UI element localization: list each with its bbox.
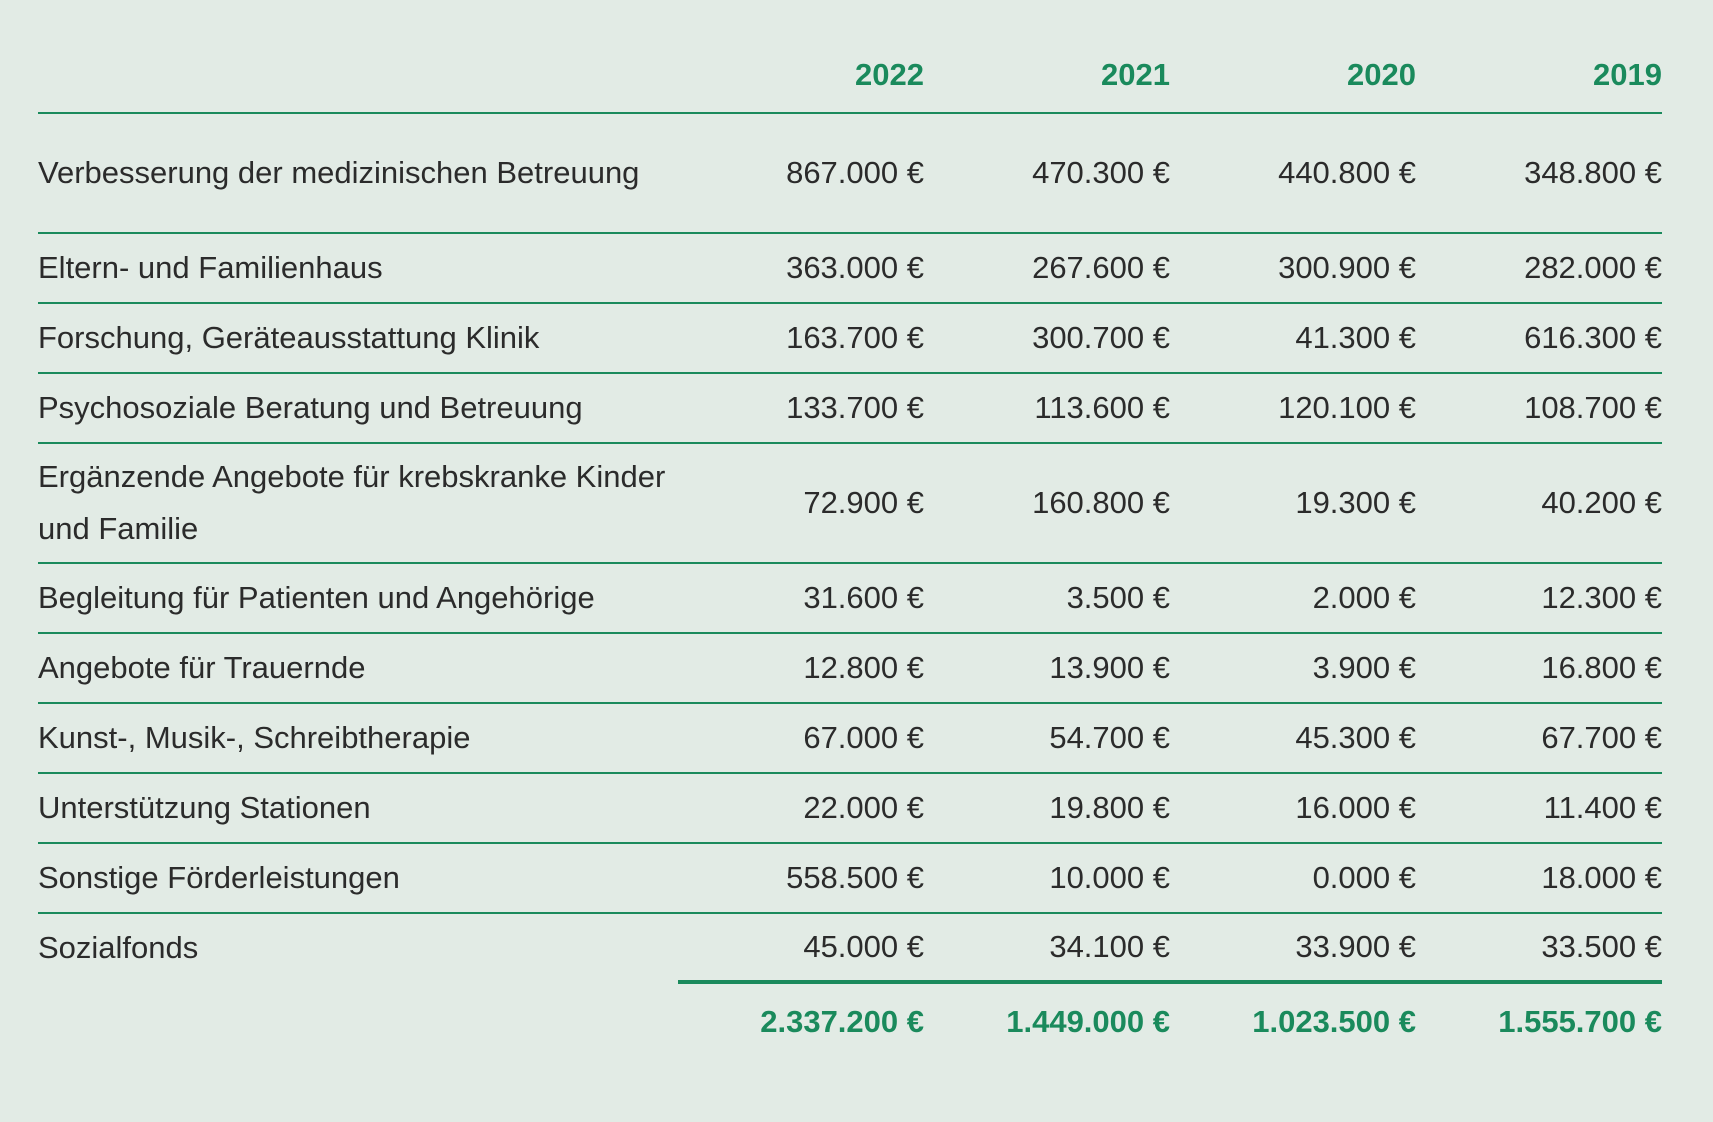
table-row <box>38 303 1662 373</box>
row-value: 45.000 € <box>803 929 924 964</box>
row-value: 440.800 € <box>1170 113 1416 233</box>
table-row <box>38 233 1662 303</box>
row-value: 300.700 € <box>924 303 1170 373</box>
row-value: 363.000 € <box>678 233 924 303</box>
header-year-2021: 2021 <box>924 38 1170 113</box>
row-value: 348.800 € <box>1416 113 1662 233</box>
table-row <box>38 913 1662 982</box>
row-value: 3.500 € <box>924 563 1170 633</box>
row-value: 31.600 € <box>678 563 924 633</box>
row-value: 12.800 € <box>678 633 924 703</box>
header-label-cell <box>38 38 678 113</box>
row-value: 72.900 € <box>678 443 924 563</box>
row-value: 160.800 € <box>924 443 1170 563</box>
header-year-2019: 2019 <box>1416 38 1662 113</box>
row-value: 120.100 € <box>1170 373 1416 443</box>
row-label: Psychosoziale Beratung und Betreuung <box>38 373 678 443</box>
row-value: 45.300 € <box>1170 703 1416 773</box>
row-label: Angebote für Trauernde <box>38 633 678 703</box>
header-year-2020: 2020 <box>1170 38 1416 113</box>
row-value: 13.900 € <box>924 633 1170 703</box>
row-value: 40.200 € <box>1416 443 1662 563</box>
row-label: Unterstützung Stationen <box>38 773 678 843</box>
row-value: 67.700 € <box>1416 703 1662 773</box>
row-value: 267.600 € <box>924 233 1170 303</box>
row-value: 470.300 € <box>924 113 1170 233</box>
table-row <box>38 773 1662 843</box>
header-row <box>38 38 1662 113</box>
row-label: Sozialfonds <box>38 930 199 965</box>
row-label: Begleitung für Patienten und Angehörige <box>38 563 678 633</box>
total-2022: 2.337.200 € <box>678 982 924 1060</box>
total-2020: 1.023.500 € <box>1170 982 1416 1060</box>
row-value: 282.000 € <box>1416 233 1662 303</box>
row-label: Ergänzende Angebote für krebskranke Kinder und Familie <box>38 443 678 563</box>
table-row <box>38 563 1662 633</box>
row-label: Forschung, Geräteausstattung Klinik <box>38 303 678 373</box>
row-value: 163.700 € <box>678 303 924 373</box>
row-value: 34.100 € <box>1049 929 1170 964</box>
table-row <box>38 443 1662 563</box>
row-value: 16.800 € <box>1416 633 1662 703</box>
row-value: 108.700 € <box>1416 373 1662 443</box>
funding-table-container <box>38 38 1662 1060</box>
row-value: 133.700 € <box>678 373 924 443</box>
table-row <box>38 703 1662 773</box>
row-value: 54.700 € <box>924 703 1170 773</box>
row-value: 22.000 € <box>678 773 924 843</box>
row-value: 0.000 € <box>1170 843 1416 913</box>
row-value: 113.600 € <box>924 373 1170 443</box>
row-value: 19.800 € <box>924 773 1170 843</box>
row-value: 33.900 € <box>1295 929 1416 964</box>
table-row <box>38 633 1662 703</box>
row-value: 300.900 € <box>1170 233 1416 303</box>
row-value: 12.300 € <box>1416 563 1662 633</box>
row-value: 67.000 € <box>678 703 924 773</box>
row-value: 19.300 € <box>1170 443 1416 563</box>
row-label: Sonstige Förderleistungen <box>38 843 678 913</box>
total-2021: 1.449.000 € <box>924 982 1170 1060</box>
funding-table <box>38 38 1662 1060</box>
totals-label-cell <box>38 982 678 1060</box>
row-value: 11.400 € <box>1416 773 1662 843</box>
row-value: 18.000 € <box>1416 843 1662 913</box>
table-row <box>38 113 1662 233</box>
totals-row <box>38 982 1662 1060</box>
row-value: 16.000 € <box>1170 773 1416 843</box>
row-label: Kunst-, Musik-, Schreibtherapie <box>38 703 678 773</box>
row-value: 558.500 € <box>678 843 924 913</box>
row-value: 41.300 € <box>1170 303 1416 373</box>
row-label: Eltern- und Familienhaus <box>38 233 678 303</box>
row-value: 10.000 € <box>924 843 1170 913</box>
row-value: 3.900 € <box>1170 633 1416 703</box>
row-value: 2.000 € <box>1170 563 1416 633</box>
table-row <box>38 843 1662 913</box>
total-2019: 1.555.700 € <box>1416 982 1662 1060</box>
header-year-2022: 2022 <box>678 38 924 113</box>
row-value: 33.500 € <box>1541 929 1662 964</box>
row-value: 616.300 € <box>1416 303 1662 373</box>
row-label: Verbesserung der medizinischen Betreuung <box>38 113 678 233</box>
row-value: 867.000 € <box>678 113 924 233</box>
table-row <box>38 373 1662 443</box>
